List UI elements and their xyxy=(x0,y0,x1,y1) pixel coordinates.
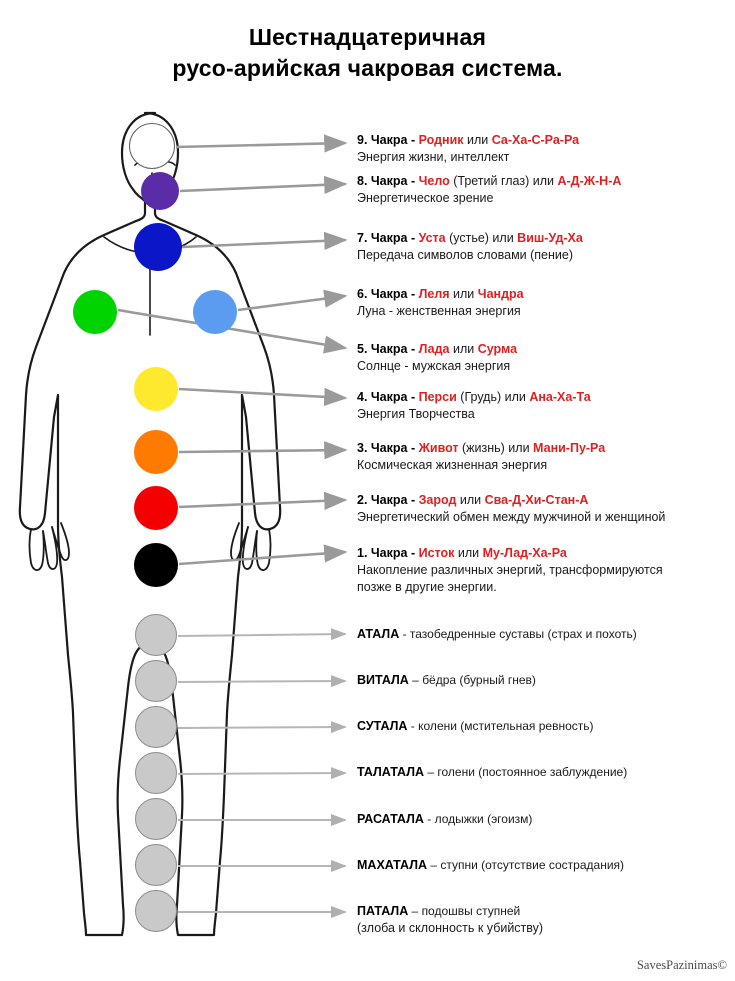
chakra-1-alt: Му-Лад-Ха-Ра xyxy=(482,546,567,560)
chakra-6-desc: Луна - женственная энергия xyxy=(357,303,521,318)
talatala-desc: голени (постоянное заблуждение) xyxy=(437,765,628,779)
chakra-circle-rasatala xyxy=(135,798,177,840)
chakra-2-desc: Энергетический обмен между мужчиной и женщиной xyxy=(357,509,666,524)
rasatala-sep: - xyxy=(423,812,435,826)
watermark: SavesPazinimas© xyxy=(636,958,727,972)
mahatala-sep: – xyxy=(427,858,441,872)
chakra-circle-5 xyxy=(73,290,117,334)
lower-chakra-label-sutala xyxy=(357,718,594,735)
title-line-1: Шестнадцатеричная xyxy=(248,24,487,50)
chakra-circle-4 xyxy=(134,367,178,411)
chakra-7-name: Уста xyxy=(418,231,446,245)
chakra-label-7 xyxy=(357,230,583,264)
chakra-2-mid: или xyxy=(456,493,485,507)
mahatala-desc: ступни (отсутствие сострадания) xyxy=(440,858,625,872)
chakra-4-mid: (Грудь) или xyxy=(456,390,530,404)
chakra-circle-2 xyxy=(134,486,178,530)
lower-chakra-label-vitala xyxy=(357,672,536,689)
lower-chakra-label-atala xyxy=(357,626,637,643)
chakra-4-desc: Энергия Творчества xyxy=(357,406,475,421)
chakra-circle-1 xyxy=(134,543,178,587)
chakra-9-name: Родник xyxy=(418,133,464,147)
talatala-sep: – xyxy=(424,765,438,779)
sutala-desc: колени (мстительная ревность) xyxy=(418,719,594,733)
chakra-8-mid: (Третий глаз) или xyxy=(449,174,558,188)
chakra-circle-7 xyxy=(134,223,182,271)
chakra-3-name: Живот xyxy=(418,441,459,455)
sutala-sep: - xyxy=(407,719,419,733)
atala-name: АТАЛА xyxy=(357,627,400,641)
chakra-label-2 xyxy=(357,492,665,526)
chakra-circle-patala xyxy=(135,890,177,932)
chakra-circle-vitala xyxy=(135,660,177,702)
chakra-5-name: Лада xyxy=(418,342,450,356)
chakra-5-mid: или xyxy=(449,342,478,356)
chakra-9-number: 9. Чакра - xyxy=(357,133,419,147)
sutala-name: СУТАЛА xyxy=(357,719,408,733)
chakra-7-desc: Передача символов словами (пение) xyxy=(357,247,573,262)
chakra-label-5 xyxy=(357,341,517,375)
talatala-name: ТАЛАТАЛА xyxy=(357,765,425,779)
patala-desc: подошвы ступней xyxy=(421,904,521,918)
chakra-3-desc: Космическая жизненная энергия xyxy=(357,457,548,472)
chakra-8-alt: А-Д-Ж-Н-А xyxy=(557,174,622,188)
chakra-2-alt: Сва-Д-Хи-Стан-А xyxy=(484,493,589,507)
chakra-circle-8 xyxy=(141,172,179,210)
vitala-sep: – xyxy=(408,673,423,687)
chakra-label-1 xyxy=(357,545,663,596)
lower-chakra-label-talatala xyxy=(357,764,627,781)
patala-name: ПАТАЛА xyxy=(357,904,409,918)
chakra-label-9 xyxy=(357,132,579,166)
chakra-3-alt: Мани-Пу-Ра xyxy=(533,441,606,455)
chakra-6-name: Леля xyxy=(418,287,450,301)
rasatala-name: РАСАТАЛА xyxy=(357,812,424,826)
chakra-3-mid: (жизнь) или xyxy=(458,441,534,455)
chakra-circle-sutala xyxy=(135,706,177,748)
chakra-7-mid: (устье) или xyxy=(445,231,518,245)
title-line-2: русо-арийская чакровая система. xyxy=(172,55,563,82)
chakra-circle-mahatala xyxy=(135,844,177,886)
chakra-label-6 xyxy=(357,286,524,320)
rasatala-desc: лодыжки (эгоизм) xyxy=(434,812,533,826)
chakra-circle-3 xyxy=(134,430,178,474)
chakra-3-number: 3. Чакра - xyxy=(357,441,419,455)
chakra-8-name: Чело xyxy=(418,174,450,188)
patala-sep: – xyxy=(408,904,422,918)
chakra-1-desc-2: позже в другие энергии. xyxy=(357,579,497,594)
vitala-name: ВИТАЛА xyxy=(357,673,409,687)
chakra-label-4 xyxy=(357,389,591,423)
chakra-6-number: 6. Чакра - xyxy=(357,287,419,301)
chakra-1-name: Исток xyxy=(418,546,455,560)
mahatala-name: МАХАТАЛА xyxy=(357,858,428,872)
chakra-1-number: 1. Чакра - xyxy=(357,546,419,560)
chakra-9-alt: Са-Ха-С-Ра-Ра xyxy=(491,133,580,147)
chakra-4-alt: Ана-Ха-Та xyxy=(529,390,591,404)
chakra-9-mid: или xyxy=(463,133,492,147)
lower-chakra-label-rasatala xyxy=(357,811,532,828)
chakra-4-number: 4. Чакра - xyxy=(357,390,419,404)
chakra-4-name: Перси xyxy=(418,390,457,404)
chakra-5-number: 5. Чакра - xyxy=(357,342,419,356)
page-title xyxy=(0,22,735,84)
chakra-8-desc: Энергетическое зрение xyxy=(357,190,494,205)
chakra-7-number: 7. Чакра - xyxy=(357,231,419,245)
chakra-5-alt: Сурма xyxy=(477,342,518,356)
chakra-1-mid: или xyxy=(454,546,483,560)
chakra-8-number: 8. Чакра - xyxy=(357,174,419,188)
chakra-2-number: 2. Чакра - xyxy=(357,493,419,507)
chakra-6-mid: или xyxy=(449,287,478,301)
chakra-circle-atala xyxy=(135,614,177,656)
atala-sep: - xyxy=(399,627,410,641)
chakra-label-3 xyxy=(357,440,605,474)
chakra-5-desc: Солнце - мужская энергия xyxy=(357,358,511,373)
chakra-7-alt: Виш-Уд-Ха xyxy=(517,231,583,245)
atala-desc: тазобедренные суставы (страх и похоть) xyxy=(409,627,637,641)
patala-desc-2: (злоба и склонность к убийству) xyxy=(357,920,544,935)
chakra-circle-9 xyxy=(129,123,175,169)
chakra-2-name: Зарод xyxy=(418,493,457,507)
chakra-circle-6 xyxy=(193,290,237,334)
lower-chakra-label-mahatala xyxy=(357,857,624,874)
chakra-label-8 xyxy=(357,173,621,207)
lower-chakra-label-patala xyxy=(357,903,543,937)
chakra-6-alt: Чандра xyxy=(477,287,524,301)
chakra-1-desc: Накопление различных энергий, трансформируются xyxy=(357,562,663,577)
chakra-9-desc: Энергия жизни, интеллект xyxy=(357,149,510,164)
vitala-desc: бёдра (бурный гнев) xyxy=(422,673,536,687)
chakra-circle-talatala xyxy=(135,752,177,794)
